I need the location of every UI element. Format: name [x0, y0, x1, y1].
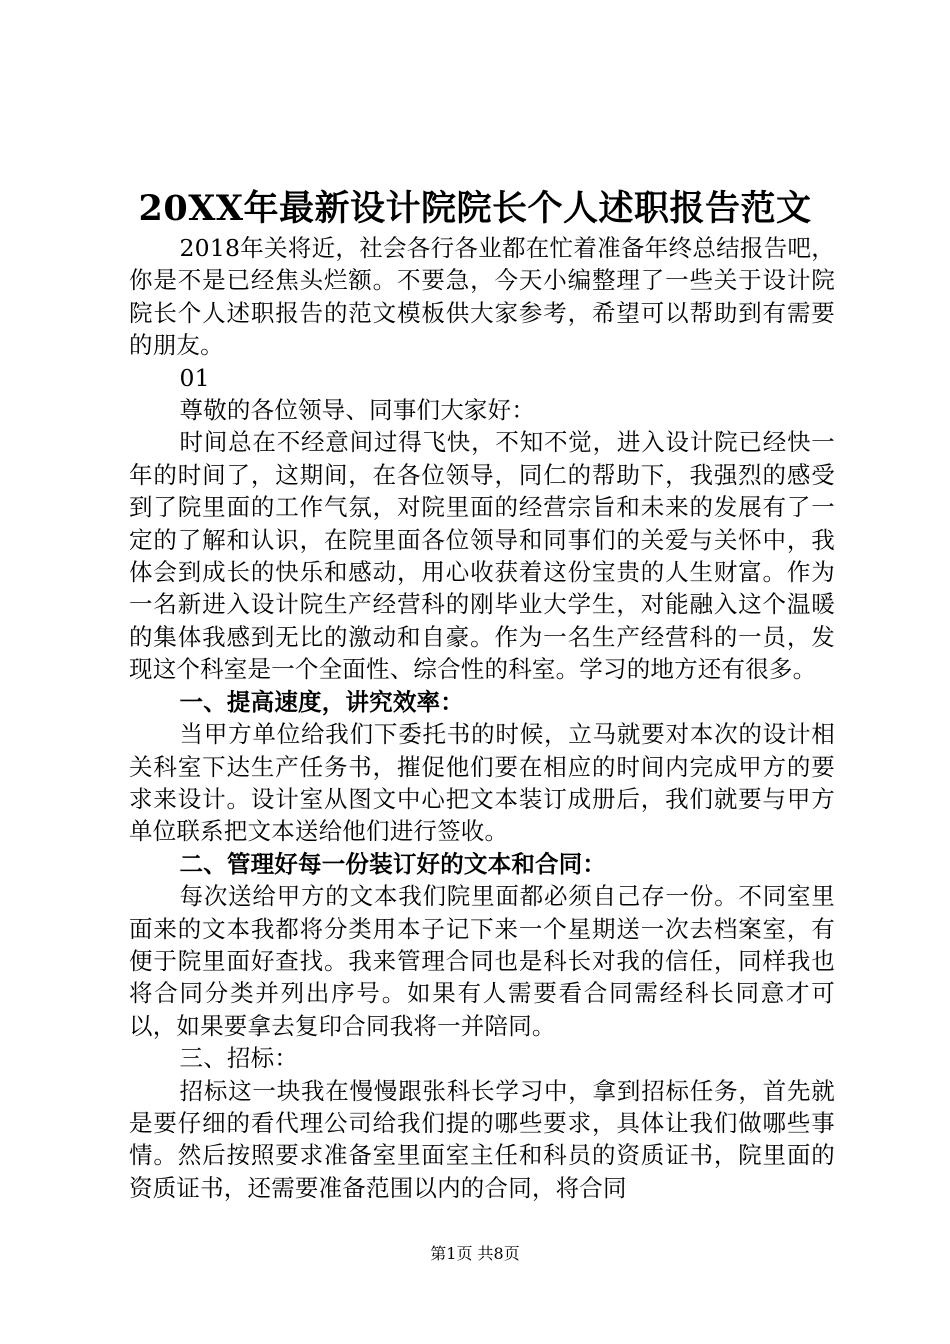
body-paragraph: 每次送给甲方的文本我们院里面都必须自己存一份。不同室里面来的文本我都将分类用本子记下来一个星期送一次去档案室，有便于院里面好查找。我来管理合同也是科长对我的信任，同样我也将合同分类并列出序号。如果有人需要看合同需经科长同意才可以，如果要拿去复印合同我将一并陪同。 — [129, 882, 835, 1040]
document-body — [129, 232, 835, 1204]
page-number-footer: 第1页 共8页 — [430, 1244, 520, 1263]
section-number: 01 — [179, 363, 210, 392]
body-paragraph: 招标这一块我在慢慢跟张科长学习中，拿到招标任务，首先就是要仔细的看代理公司给我们提的哪些要求，具体让我们做哪些事情。然后按照要求准备室里面室主任和科员的资质证书，院里面的资质证书，还需要准备范围以内的合同，将合同 — [129, 1076, 835, 1202]
section-heading-3: 三、招标： — [179, 1044, 299, 1073]
salutation: 尊敬的各位领导、同事们大家好： — [179, 396, 536, 425]
section-heading-2: 二、管理好每一份装订好的文本和合同： — [179, 849, 607, 878]
body-paragraph: 时间总在不经意间过得飞快，不知不觉，进入设计院已经快一年的时间了，这期间，在各位领导，同仁的帮助下，我强烈的感受到了院里面的工作气氛，对院里面的经营宗旨和未来的发展有了一定的了解和认识，在院里面各位领导和同事们的关爱与关怀中，我体会到成长的快乐和感动，用心收获着这份宝贵的人生财富。作为一名新进入设计院生产经营科的刚毕业大学生，对能融入这个温暖的集体我感到无比的激动和自豪。作为一名生产经营科的一员，发现这个科室是一个全面性、综合性的科室。学习的地方还有很多。 — [129, 428, 835, 684]
body-paragraph: 当甲方单位给我们下委托书的时候，立马就要对本次的设计相关科室下达生产任务书，摧促他们要在相应的时间内完成甲方的要求来设计。设计室从图文中心把文本装订成册后，我们就要与甲方单位联系把文本送给他们进行签收。 — [129, 720, 835, 846]
intro-paragraph: 2018年关将近，社会各行各业都在忙着准备年终总结报告吧，你是不是已经焦头烂额。不要急，今天小编整理了一些关于设计院院长个人述职报告的范文模板供大家参考，希望可以帮助到有需要的朋友。 — [129, 234, 835, 360]
section-heading-1: 一、提高速度，讲究效率： — [179, 687, 464, 716]
document-title: 20XX年最新设计院院长个人述职报告范文 — [138, 188, 812, 229]
